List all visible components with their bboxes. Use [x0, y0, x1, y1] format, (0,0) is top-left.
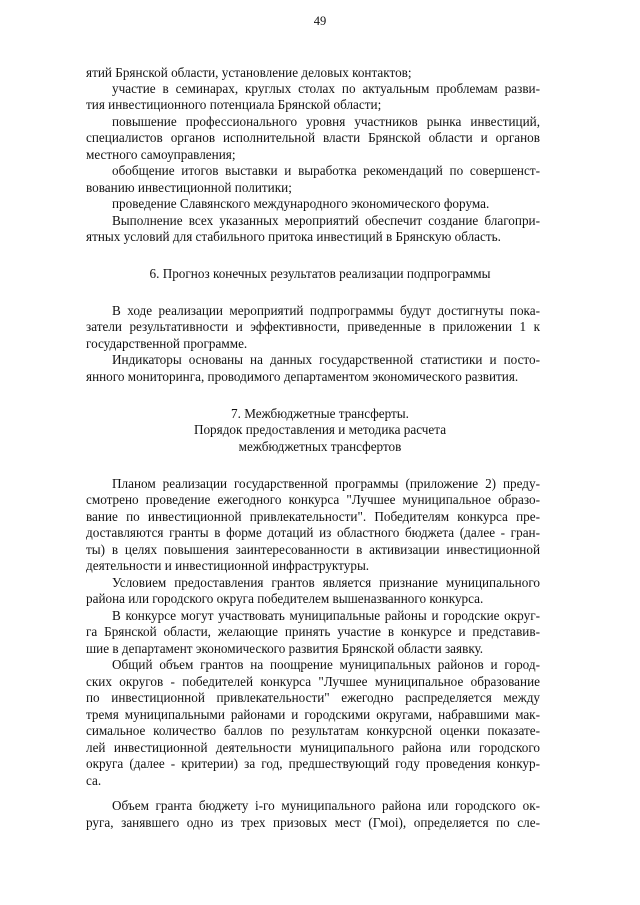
text-line: Объем гранта бюджету i-го муниципального района или городского ок- — [112, 798, 540, 813]
text-line: Общий объем грантов на поощрение муниципальных районов и город- — [112, 657, 540, 672]
text-line: участие в семинарах, круглых столах по актуальным проблемам разви- — [112, 81, 540, 96]
section-heading: 6. Прогноз конечных результатов реализации подпрограммы — [149, 266, 491, 281]
text-line: округа (далее - критерии) за год, предшествующий году проведения конкур- — [86, 756, 540, 771]
section-heading: 7. Межбюджетные трансферты. — [231, 406, 409, 421]
text-line: проведение Славянского международного экономического форума. — [112, 196, 490, 211]
text-line: ты) в целях повышения заинтересованности в активизации инвестиционной — [86, 542, 540, 557]
text-line: В конкурсе могут участвовать муниципальные районы и городские округ- — [112, 608, 540, 623]
text-line: тия инвестиционного потенциала Брянской области; — [86, 97, 382, 112]
text-line: смотрено проведение ежегодного конкурса "Лучшее муниципальное образо- — [86, 492, 540, 507]
text-line: вованию инвестиционной политики; — [86, 180, 292, 195]
text-line: Планом реализации государственной программы (приложение 2) преду- — [112, 476, 540, 491]
text-line: Выполнение всех указанных мероприятий обеспечит создание благопри- — [112, 213, 540, 228]
text-line: ских округов - победителей конкурса "Лучшее муниципальное образование — [86, 674, 540, 689]
text-line: затели результативности и эффективности, приведенные в приложении 1 к — [86, 319, 540, 334]
text-line: специалистов органов исполнительной власти Брянской области и органов — [86, 130, 540, 145]
text-line: ятных условий для стабильного притока инвестиций в Брянскую область. — [86, 229, 501, 244]
section-heading: Порядок предоставления и методика расчета — [193, 422, 447, 437]
text-line: повышение профессионального уровня участников рынка инвестиций, — [112, 114, 540, 129]
page-number: 49 — [313, 14, 327, 28]
text-line: деятельности и инвестиционной инфраструктуры. — [86, 558, 370, 573]
text-line: местного самоуправления; — [86, 147, 236, 162]
text-line: са. — [86, 773, 102, 788]
text-line: В ходе реализации мероприятий подпрограммы будут достигнуты пока- — [112, 303, 540, 318]
text-line: государственной программе. — [86, 336, 248, 351]
text-line: вание по инвестиционной привлекательности". Победителям конкурса пре- — [86, 509, 540, 524]
section-heading: межбюджетных трансфертов — [238, 439, 402, 454]
text-line: по инвестиционной привлекательности" ежегодно распределяется между — [86, 690, 540, 705]
text-line: тремя муниципальными районами и городскими округами, набравшими мак- — [86, 707, 540, 722]
text-line: руга, занявшего одно из трех призовых мест (Гмоi), определяется по сле- — [86, 815, 540, 830]
text-line: Условием предоставления грантов является признание муниципального — [112, 575, 540, 590]
text-line: лей инвестиционной деятельности муниципального района или городского — [86, 740, 540, 755]
text-line: обобщение итогов выставки и выработка рекомендаций по совершенст- — [112, 163, 540, 178]
text-line: района или городского округа победителем вышеназванного конкурса. — [86, 591, 484, 606]
text-line: Индикаторы основаны на данных государственной статистики и посто- — [112, 352, 540, 367]
text-line: симальное количество баллов по результатам конкурсной оценки показате- — [86, 723, 540, 738]
text-line: доставляются гранты в форме дотаций из областного бюджета (далее - гран- — [86, 525, 540, 540]
text-line: ятий Брянской области, установление деловых контактов; — [86, 65, 412, 80]
text-line: га Брянской области, желающие принять участие в конкурсе и представив- — [86, 624, 540, 639]
text-line: янного мониторинга, проводимого департаментом экономического развития. — [86, 369, 519, 384]
text-line: шие в департамент экономического развития Брянской области заявку. — [86, 641, 484, 656]
